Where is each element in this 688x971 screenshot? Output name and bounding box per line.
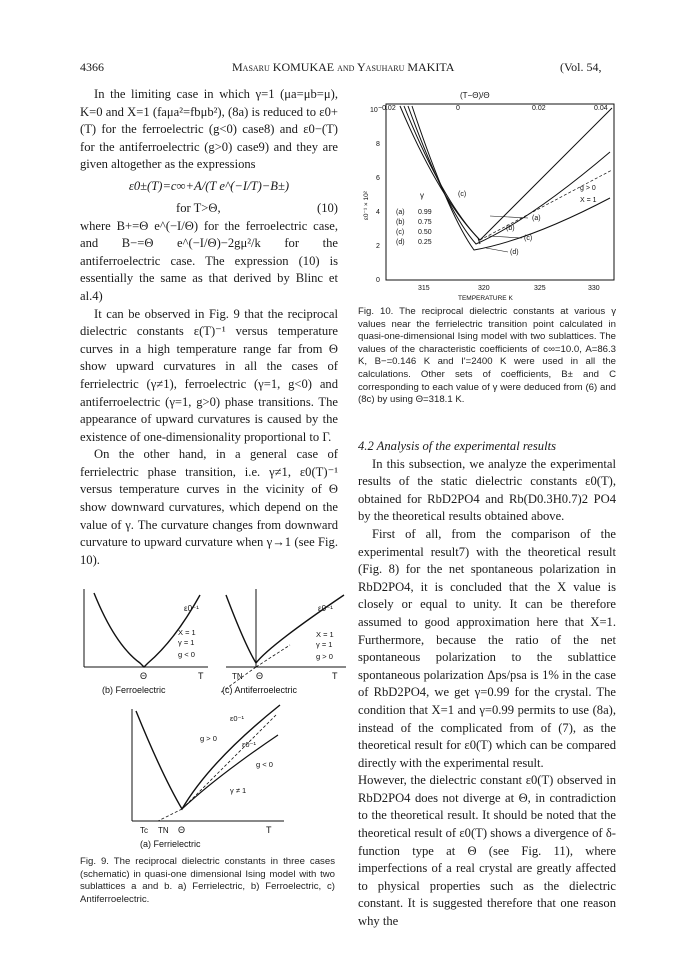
legend-key: (a) [396,209,405,216]
paragraph: It can be observed in Fig. 9 that the reciprocal dielectric constants ε(T)⁻¹ versus temperature curves in a high temperature range far from Θ show upward curvatures in all the cases of ferrielectric (γ≠1), ferroelectric (γ=1, g<0) and antiferroelectric (γ=1, g>0) phase transitions. The appearance of upward curvatures is caused by the existence of one-dimensionality proportional to Γ. [80,306,338,444]
legend-value: 0.25 [418,239,432,246]
equation-10-condition [80,200,338,218]
paragraph: In this subsection, we analyze the experimental results of the static dielectric constants ε0(T), obtained for RbD2PO4 and Rb(D0.3H0.7)2 PO4 by the theoretical results obtained above. [358,456,616,524]
fig9c-title: (c) Antiferroelectric [222,685,298,695]
section-title: 4.2 Analysis of the experimental results [358,439,556,453]
fig9b-title: (b) Ferroelectric [102,685,166,695]
equation-10: ε0±(T)=c∞+A/(T e^(−I/T)−B±) [128,178,290,193]
page-number: 4366 [80,60,104,74]
fig9a-x-tick: Θ [178,825,186,835]
right-column [358,438,616,931]
fig9b-curve-label: ε0⁻¹ [184,604,199,613]
equation-condition: for T>Θ, [176,200,221,215]
fig10-y-tick: 0 [376,277,380,284]
fig10-legend-title: γ [420,191,424,200]
fig9b-x-end: T [198,671,204,681]
fig10-top-tick: 0 [456,105,460,112]
fig9c-curve-label: ε0⁻¹ [318,604,333,613]
fig10-curve-tag: (a) [532,215,541,222]
fig10-y-tick: 10 [370,107,378,114]
fig9c-x-tick: TN [232,672,243,681]
fig9a-curve-label-top: ε0⁻¹ [230,714,244,723]
fig9b-param: g < 0 [178,650,195,659]
fig10-x-tick: 325 [534,285,546,292]
legend-key: (c) [396,229,405,236]
fig9c-param: g > 0 [316,652,333,661]
fig10-y-label: ε0⁻¹ × 10² [363,191,370,220]
fig9a-g-pos: g > 0 [200,734,217,743]
legend-value: 0.50 [418,229,432,236]
fig9-panel-b [84,589,208,695]
fig10-legend [396,209,432,246]
fig9b-x-tick: Θ [140,671,148,681]
fig10-y-tick: 2 [376,243,380,250]
fig10-curve-tag: (b) [506,225,515,232]
figure-10 [360,90,620,302]
fig10-top-axis-label: (T−Θ)/Θ [460,91,490,100]
fig10-param: g > 0 [580,185,596,192]
fig9c-param: X = 1 [316,630,334,639]
volume-label: (Vol. 54, [560,60,602,74]
figure-9-caption: Fig. 9. The reciprocal dielectric constants in three cases (schematic) in quasi-one dimensional Ising model with two sublattices a and b. a) Ferrielectric, b) Ferroelectric, c) Antiferroelectric. [80,856,335,905]
fig10-curve-tag: (c) [524,235,533,242]
fig9b-param: γ = 1 [178,638,195,647]
equation-number: (10) [317,200,338,215]
fig9a-g-neg: g < 0 [256,760,273,769]
running-authors: Masaru KOMUKAE and Yasuharu MAKITA [232,60,455,74]
figure-9 [80,585,350,855]
paragraph: where B+=Θ e^(−I/Θ) for the ferroelectric case, and B−=Θ e^(−I/Θ)−2gμ²/k for the antiferroelectric case. The expression (10) is essentially the same as that derived by Blinc et al.4) [80,218,338,303]
legend-value: 0.99 [418,209,432,216]
fig9-panel-a [132,705,284,849]
paragraph: In the limiting case in which γ=1 (μa=μb=μ), K=0 and X=1 (faμa²=fbμb²), (8a) is reduced to ε0+(T) for the ferroelectric (g<0) case8) and ε0−(T) for the antiferroelectric (g>0) case9) and they are given altogether as the expressions [80,87,338,172]
fig10-top-tick: −0.02 [378,105,396,112]
fig9b-param: X = 1 [178,628,196,637]
fig10-x-label: TEMPERATURE K [458,295,513,302]
fig9-panel-c [220,589,346,695]
legend-key: (d) [396,239,405,246]
fig10-y-tick: 8 [376,141,380,148]
fig10-x-tick: 315 [418,285,430,292]
fig9a-x-end: T [266,825,272,835]
legend-key: (b) [396,219,405,226]
figure-10-caption: Fig. 10. The reciprocal dielectric constants at various γ values near the ferrielectric transition point calculated in quasi-one-dimensional Ising model with two sublattices. The values of the characteristic coefficients of c∞=10.0, A=86.3 K, B−=0.146 K and I'=2400 K were used in all the calculations. Other sets of coefficients, B± and C corresponding to each value of γ were deduced from (6) and (8c) by using Θ=318.1 K. [358,306,616,406]
fig10-top-tick: 0.02 [532,105,546,112]
fig9a-x-tick: TN [158,826,169,835]
legend-value: 0.75 [418,219,432,226]
left-column [80,86,338,569]
fig10-y-tick: 4 [376,209,380,216]
fig10-x-tick: 320 [478,285,490,292]
fig9c-x-tick: Θ [256,671,264,681]
paragraph: On the other hand, in a general case of ferrielectric phase transition, i.e. γ≠1, ε0(T)⁻¹ versus temperature curves in the vicinity of Θ show downward curvatures, which depend on the value of γ. The curvature changes from downward curvature to upward curvature when γ→1 (see Fig. 10). [80,447,338,567]
fig9a-x-tick: Tc [140,826,148,835]
fig10-param: X = 1 [580,197,597,204]
fig10-x-tick: 330 [588,285,600,292]
fig10-curve-tag-top: (c) [458,191,467,198]
paragraph: However, the dielectric constant ε0(T) observed in RbD2PO4 does not diverge at Θ, in contradiction to the theoretical result. It should be noted that the theoretical result of ε0(T) shows a divergence of δ-function type at Θ (see Fig. 11), where imperfections of a real crystal are greatly affected to physical properties such as the dielectric constant. It is suggested therefore that one reason why the [358,773,616,929]
fig9a-gamma: γ ≠ 1 [230,786,247,795]
paragraph: First of all, from the comparison of the experimental result7) with the theoretical result (Fig. 8) for the net spontaneous polarization in RbD2PO4, it is concluded that the X value is closely or equal to unity. It can be therefore assumed to good approximation here that X=1. Furthermore, because the ratio of the net spontaneous polarization to the sublattice spontaneous polarization Δps/psa is 1% in the case of RbD2PO4, we get γ=0.99 for the crystal. The condition that X=1 and γ=0.99 permits to use (8a), instead of the complicated from of (7), as the theoretical result for ε0(T) which can be compared directly with the experimental result. [358,526,616,770]
fig9a-title: (a) Ferrielectric [140,839,201,849]
fig10-curve-tag: (d) [510,249,519,256]
fig9c-x-end: T [332,671,338,681]
fig10-y-tick: 6 [376,175,380,182]
fig10-top-tick: 0.04 [594,105,608,112]
fig9a-curve-label-mid: ε0⁻¹ [242,740,256,749]
fig9c-param: γ = 1 [316,640,333,649]
